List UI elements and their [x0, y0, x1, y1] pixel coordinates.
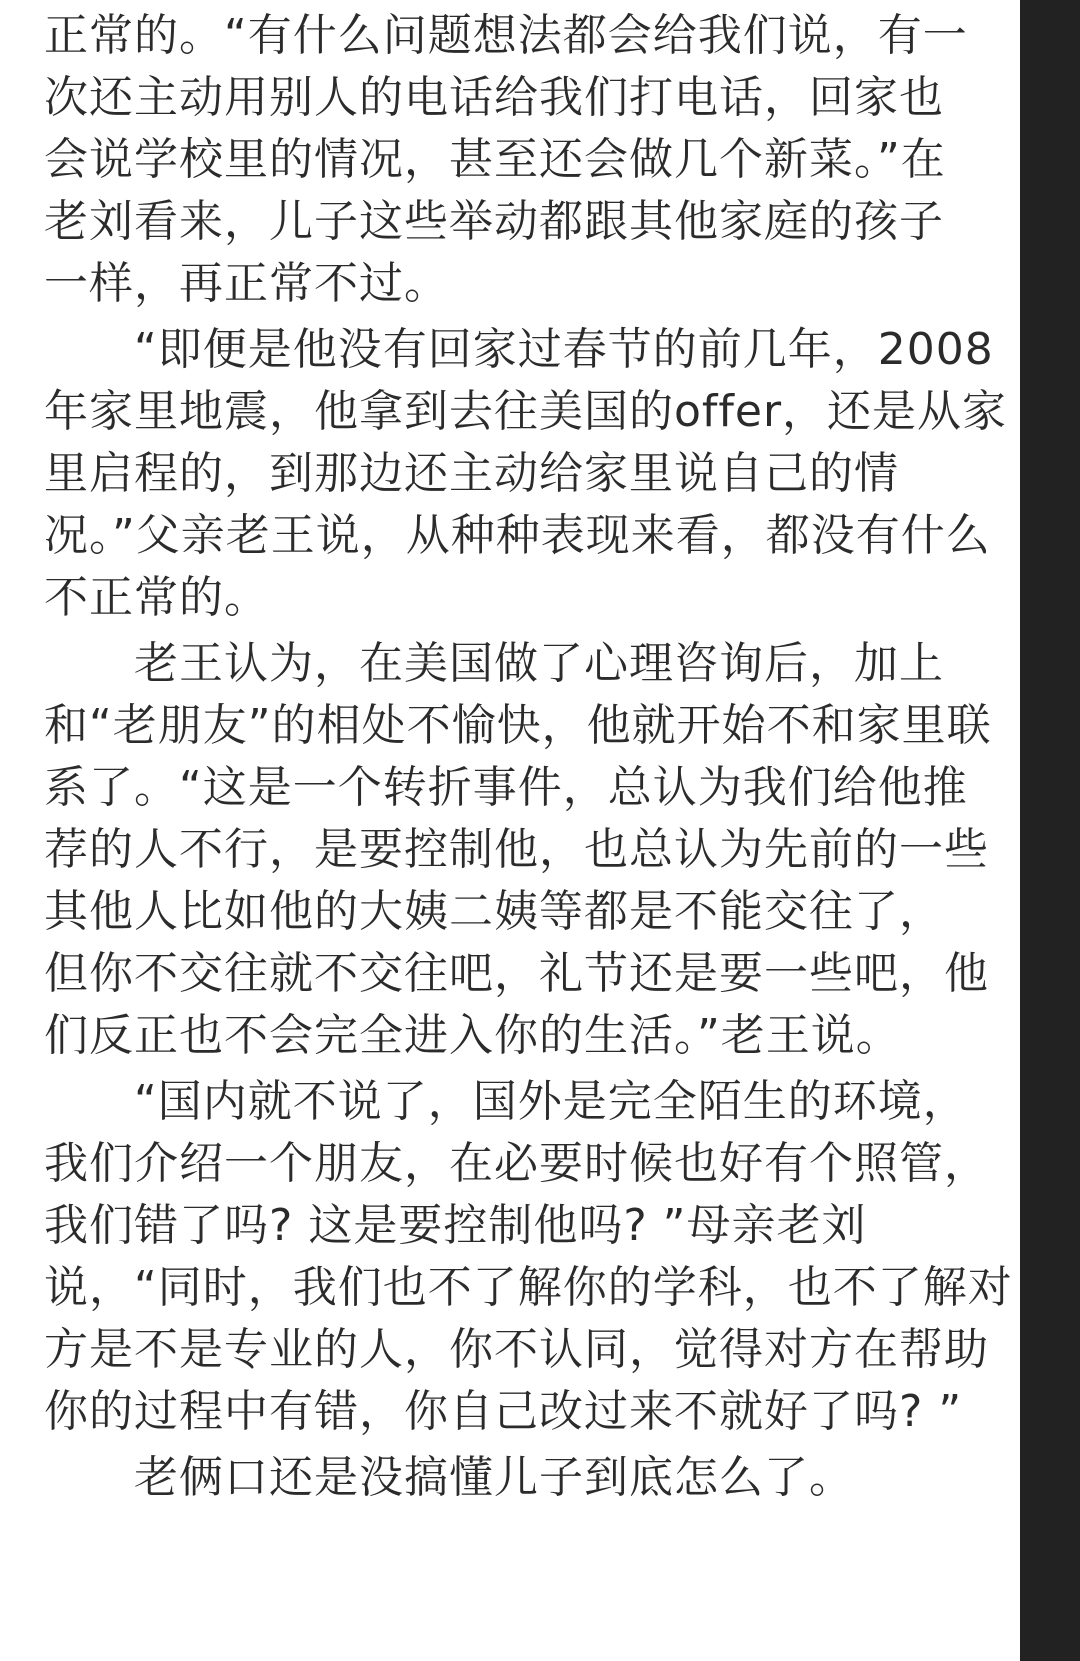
- paragraph-3: [44, 633, 992, 1067]
- text-line: 况。”父亲老王说，从种种表现来看，都没有什么: [44, 510, 991, 561]
- text-line: 荐的人不行，是要控制他，也总认为先前的一些: [44, 824, 989, 875]
- text-line: 方是不是专业的人，你不认同，觉得对方在帮助: [44, 1324, 989, 1375]
- text-line: 次还主动用别人的电话给我们打电话，回家也: [44, 72, 944, 123]
- text-line: 我们介绍一个朋友，在必要时候也好有个照管，: [44, 1138, 989, 1189]
- paragraph-2: [44, 319, 1008, 629]
- text-line: 一样，再正常不过。: [44, 258, 449, 309]
- paragraph-4: [44, 1071, 1013, 1443]
- text-line: 你的过程中有错，你自己改过来不就好了吗? ”: [44, 1386, 963, 1437]
- text-line: 我们错了吗? 这是要控制他吗? ”母亲老刘: [44, 1200, 867, 1251]
- paragraph-1: [44, 5, 984, 315]
- text-line: 和“老朋友”的相处不愉快，他就开始不和家里联: [44, 700, 992, 751]
- text-line: 老王认为，在美国做了心理咨询后，加上: [134, 638, 944, 689]
- text-line: 但你不交往就不交往吧，礼节还是要一些吧，他: [44, 948, 989, 999]
- text-line: 们反正也不会完全进入你的生活。”老王说。: [44, 1010, 901, 1061]
- text-line: 正常的。“有什么问题想法都会给我们说，有一: [44, 10, 968, 61]
- screen-edge: [1020, 0, 1080, 1661]
- text-line: 说，“同时，我们也不了解你的学科，也不了解对: [44, 1262, 1013, 1313]
- text-line: “即便是他没有回家过春节的前几年，2008: [134, 324, 994, 375]
- text-line: 会说学校里的情况，甚至还会做几个新菜。”在: [44, 134, 946, 185]
- text-line: 老刘看来，儿子这些举动都跟其他家庭的孩子: [44, 196, 944, 247]
- text-line: 系了。“这是一个转折事件，总认为我们给他推: [44, 762, 968, 813]
- paragraph-5: [44, 1447, 984, 1509]
- text-line: 年家里地震，他拿到去往美国的offer，还是从家: [44, 386, 1008, 437]
- text-line: “国内就不说了，国外是完全陌生的环境，: [134, 1076, 968, 1127]
- text-line: 其他人比如他的大姨二姨等都是不能交往了，: [44, 886, 944, 937]
- text-line: 里启程的，到那边还主动给家里说自己的情: [44, 448, 899, 499]
- article-body: [44, 5, 1013, 1509]
- text-line: 不正常的。: [44, 572, 269, 623]
- text-line: 老俩口还是没搞懂儿子到底怎么了。: [134, 1452, 854, 1503]
